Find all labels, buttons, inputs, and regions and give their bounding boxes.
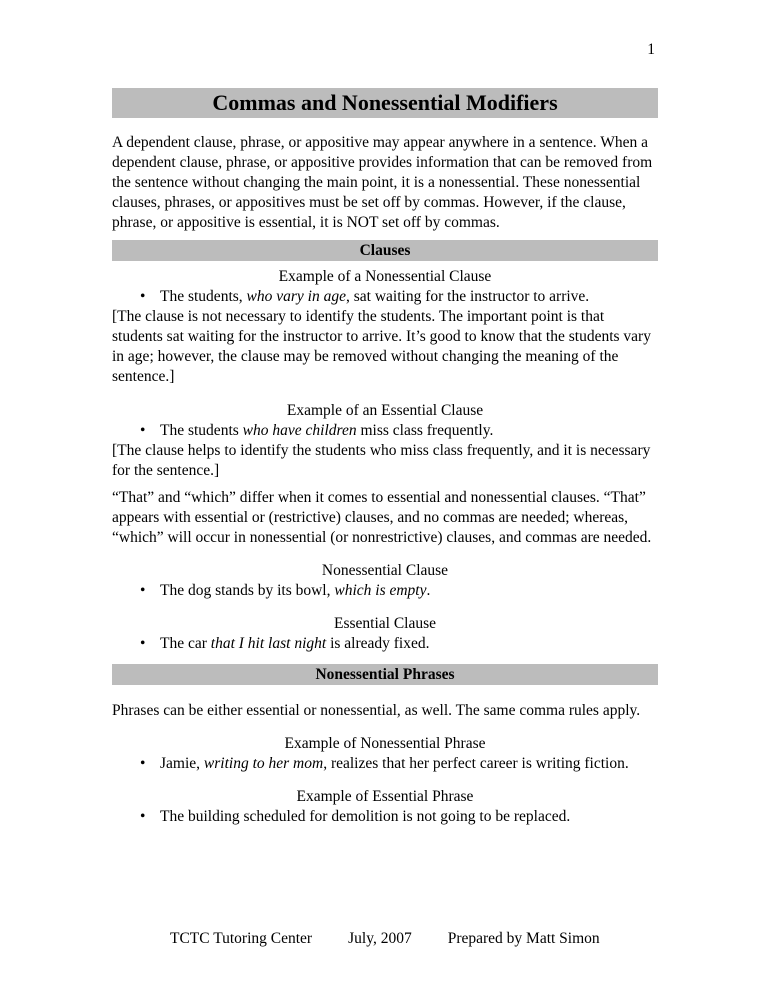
bullet-icon: • xyxy=(140,808,146,825)
example-heading-essential-clause: Example of an Essential Clause xyxy=(286,402,484,419)
bullet-text-post: is already fixed. xyxy=(326,635,430,652)
bullet-text xyxy=(160,754,629,774)
bullet-text-italic: writing to her mom xyxy=(203,755,324,772)
bullet-item xyxy=(112,421,658,441)
bullet-item xyxy=(112,807,658,827)
paragraph-that-which: “That” and “which” differ when it comes to essential and nonessential clauses. “That” appears with essential or (restrictive) clauses, and no commas are needed; whereas, “which” will occur in nonessential (or nonrestrictive) clauses, and commas are needed. xyxy=(112,489,652,546)
example-heading-essential-clause-2: Essential Clause xyxy=(333,615,437,632)
explanation-note: [The clause is not necessary to identify the students. The important point is that students sat waiting for the instructor to arrive. It’s good to know that the students vary in age; however, the clause may be removed without changing the meaning of the sentence.] xyxy=(112,308,651,385)
footer-date: July, 2007 xyxy=(348,930,412,947)
bullet-text-pre: The dog stands by its bowl, xyxy=(160,582,335,599)
bullet-icon: • xyxy=(140,288,146,305)
bullet-text-post: , realizes that her perfect career is writing fiction. xyxy=(323,755,629,772)
bullet-item xyxy=(112,287,658,307)
bullet-text-italic: who have children xyxy=(242,422,357,439)
bullet-text xyxy=(160,287,589,307)
document-content xyxy=(0,88,768,827)
section-banner-phrases: Nonessential Phrases xyxy=(112,664,658,685)
document-title: Commas and Nonessential Modifiers xyxy=(212,90,558,115)
bullet-icon: • xyxy=(140,755,146,772)
explanation-note: [The clause helps to identify the students who miss class frequently, and it is necessary for the sentence.] xyxy=(112,442,651,479)
bullet-text xyxy=(160,634,429,654)
footer-org: TCTC Tutoring Center xyxy=(170,930,313,947)
bullet-text-italic: which is empty xyxy=(334,582,427,599)
footer-prepared: Prepared by Matt Simon xyxy=(447,930,600,947)
bullet-item xyxy=(112,754,658,774)
phrases-intro-paragraph: Phrases can be either essential or nonessential, as well. The same comma rules apply. xyxy=(112,702,641,719)
example-heading-nonessential-phrase: Example of Nonessential Phrase xyxy=(284,735,486,752)
bullet-text xyxy=(160,581,430,601)
bullet-icon: • xyxy=(140,422,146,439)
bullet-text-pre: The students, xyxy=(160,288,247,305)
section-banner-clauses: Clauses xyxy=(112,240,658,261)
bullet-text-post: miss class frequently. xyxy=(356,422,494,439)
intro-paragraph: A dependent clause, phrase, or appositive may appear anywhere in a sentence. When a dependent clause, phrase, or appositive provides information that can be removed from the sentence without changing the main point, it is a nonessential. These nonessential clauses, phrases, or appositives must be set off by commas. However, if the clause, phrase, or appositive is essential, it is NOT set off by commas. xyxy=(112,134,653,231)
bullet-text-post: . xyxy=(426,582,431,599)
bullet-text xyxy=(160,807,570,827)
bullet-item xyxy=(112,581,658,601)
page-number: 1 xyxy=(647,41,655,58)
example-heading-nonessential-clause-2: Nonessential Clause xyxy=(321,562,449,579)
bullet-icon: • xyxy=(140,635,146,652)
bullet-text-italic: who vary in age xyxy=(246,288,346,305)
bullet-text-pre: The car xyxy=(160,635,211,652)
bullet-text xyxy=(160,421,493,441)
example-heading-essential-phrase: Example of Essential Phrase xyxy=(296,788,474,805)
example-heading-nonessential-clause: Example of a Nonessential Clause xyxy=(278,268,492,285)
bullet-text-pre: The students xyxy=(160,422,243,439)
bullet-icon: • xyxy=(140,582,146,599)
footer xyxy=(0,929,768,949)
bullet-item xyxy=(112,634,658,654)
bullet-text-pre: The building scheduled for demolition is not going to be replaced. xyxy=(160,808,571,825)
bullet-text-italic: that I hit last night xyxy=(210,635,327,652)
title-banner xyxy=(112,88,658,118)
bullet-text-post: , sat waiting for the instructor to arrive. xyxy=(345,288,590,305)
bullet-text-pre: Jamie, xyxy=(160,755,204,772)
